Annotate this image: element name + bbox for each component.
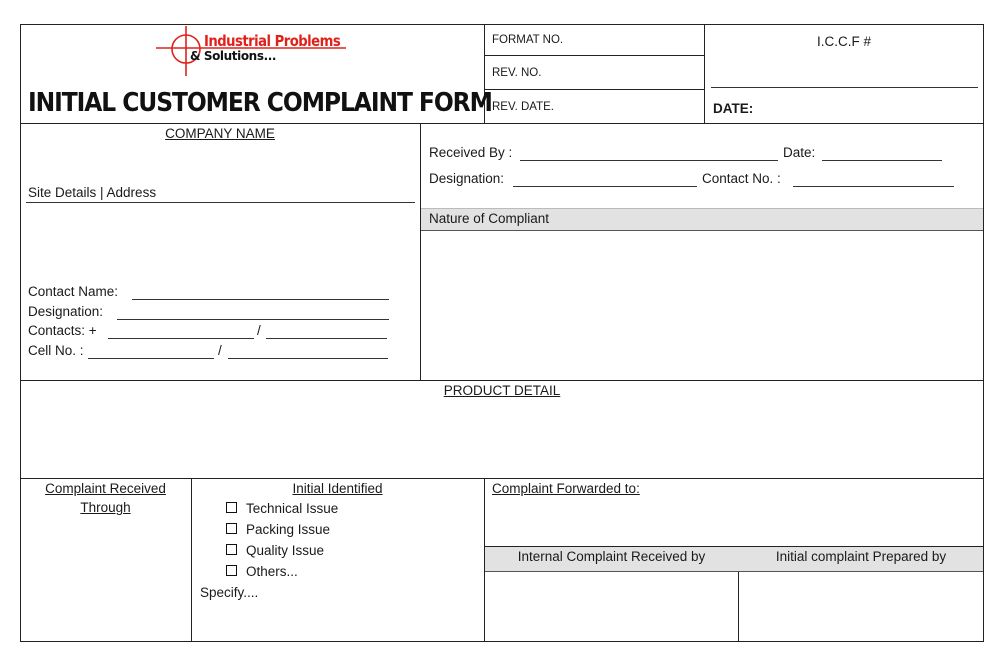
product-divider xyxy=(20,478,984,479)
contact-no-line[interactable] xyxy=(793,186,954,187)
company-name-heading: COMPANY NAME xyxy=(165,126,275,141)
header-date-label: DATE: xyxy=(713,101,754,116)
iccf-label: I.C.C.F # xyxy=(816,34,871,49)
receiver-designation-label: Designation: xyxy=(429,171,505,186)
form-title: INITIAL CUSTOMER COMPLAINT FORM xyxy=(28,88,492,118)
complaint-forwarded-to-heading: Complaint Forwarded to: xyxy=(492,481,640,496)
designation-label: Designation: xyxy=(28,304,104,319)
others-checkbox[interactable] xyxy=(226,565,237,576)
complaint-received-through-line2: Through xyxy=(80,500,131,515)
header-hline-1 xyxy=(484,55,704,56)
quality-issue-label: Quality Issue xyxy=(246,543,325,558)
technical-issue-label: Technical Issue xyxy=(246,501,339,516)
nature-of-compliant-area[interactable] xyxy=(421,230,983,379)
site-details-line[interactable] xyxy=(26,202,415,203)
header-divider xyxy=(20,123,984,124)
initial-complaint-prepared-by-heading: Initial complaint Prepared by xyxy=(775,549,947,564)
designation-line[interactable] xyxy=(117,319,389,320)
company-logo xyxy=(150,26,350,76)
packing-issue-checkbox[interactable] xyxy=(226,523,237,534)
middle-divider xyxy=(20,380,984,381)
contact-name-label: Contact Name: xyxy=(28,284,119,299)
quality-issue-checkbox[interactable] xyxy=(226,544,237,555)
internal-received-signature-area[interactable] xyxy=(485,571,737,641)
packing-issue-label: Packing Issue xyxy=(246,522,331,537)
complaint-received-through-line1: Complaint Received xyxy=(45,481,166,496)
logo-text-line1: Industrial Problems xyxy=(204,32,341,50)
cell-no-line-1[interactable] xyxy=(88,358,214,359)
bottom-vline-1 xyxy=(191,478,192,642)
contact-no-label: Contact No. : xyxy=(702,171,781,186)
prepared-by-signature-area[interactable] xyxy=(739,571,983,641)
receiver-designation-line[interactable] xyxy=(513,186,697,187)
site-details-label: Site Details | Address xyxy=(28,185,157,200)
header-hline-2 xyxy=(484,89,704,90)
received-by-label: Received By : xyxy=(429,145,513,160)
received-date-line[interactable] xyxy=(822,160,942,161)
cell-no-slash: / xyxy=(218,343,222,358)
initial-identified-heading: Initial Identified xyxy=(292,481,383,496)
technical-issue-checkbox[interactable] xyxy=(226,502,237,513)
contact-name-line[interactable] xyxy=(132,299,389,300)
rev-date-label: REV. DATE. xyxy=(492,101,554,113)
product-detail-area[interactable] xyxy=(21,402,983,477)
contacts-label: Contacts: + xyxy=(28,323,97,338)
specify-label: Specify.... xyxy=(200,585,259,600)
cell-no-line-2[interactable] xyxy=(228,358,388,359)
nature-of-compliant-heading: Nature of Compliant xyxy=(429,211,550,226)
iccf-line[interactable] xyxy=(711,87,978,88)
contacts-slash: / xyxy=(257,323,261,338)
others-label: Others... xyxy=(246,564,298,579)
received-date-label: Date: xyxy=(783,145,816,160)
internal-complaint-received-by-heading: Internal Complaint Received by xyxy=(517,549,706,564)
product-detail-heading: PRODUCT DETAIL xyxy=(443,383,561,398)
contacts-line-1[interactable] xyxy=(108,338,254,339)
logo-text-line2: & Solutions... xyxy=(190,49,277,63)
contacts-line-2[interactable] xyxy=(266,338,387,339)
cell-no-label: Cell No. : xyxy=(28,343,84,358)
rev-no-label: REV. NO. xyxy=(492,67,542,79)
received-by-line[interactable] xyxy=(520,160,778,161)
format-no-label: FORMAT NO. xyxy=(492,34,564,46)
